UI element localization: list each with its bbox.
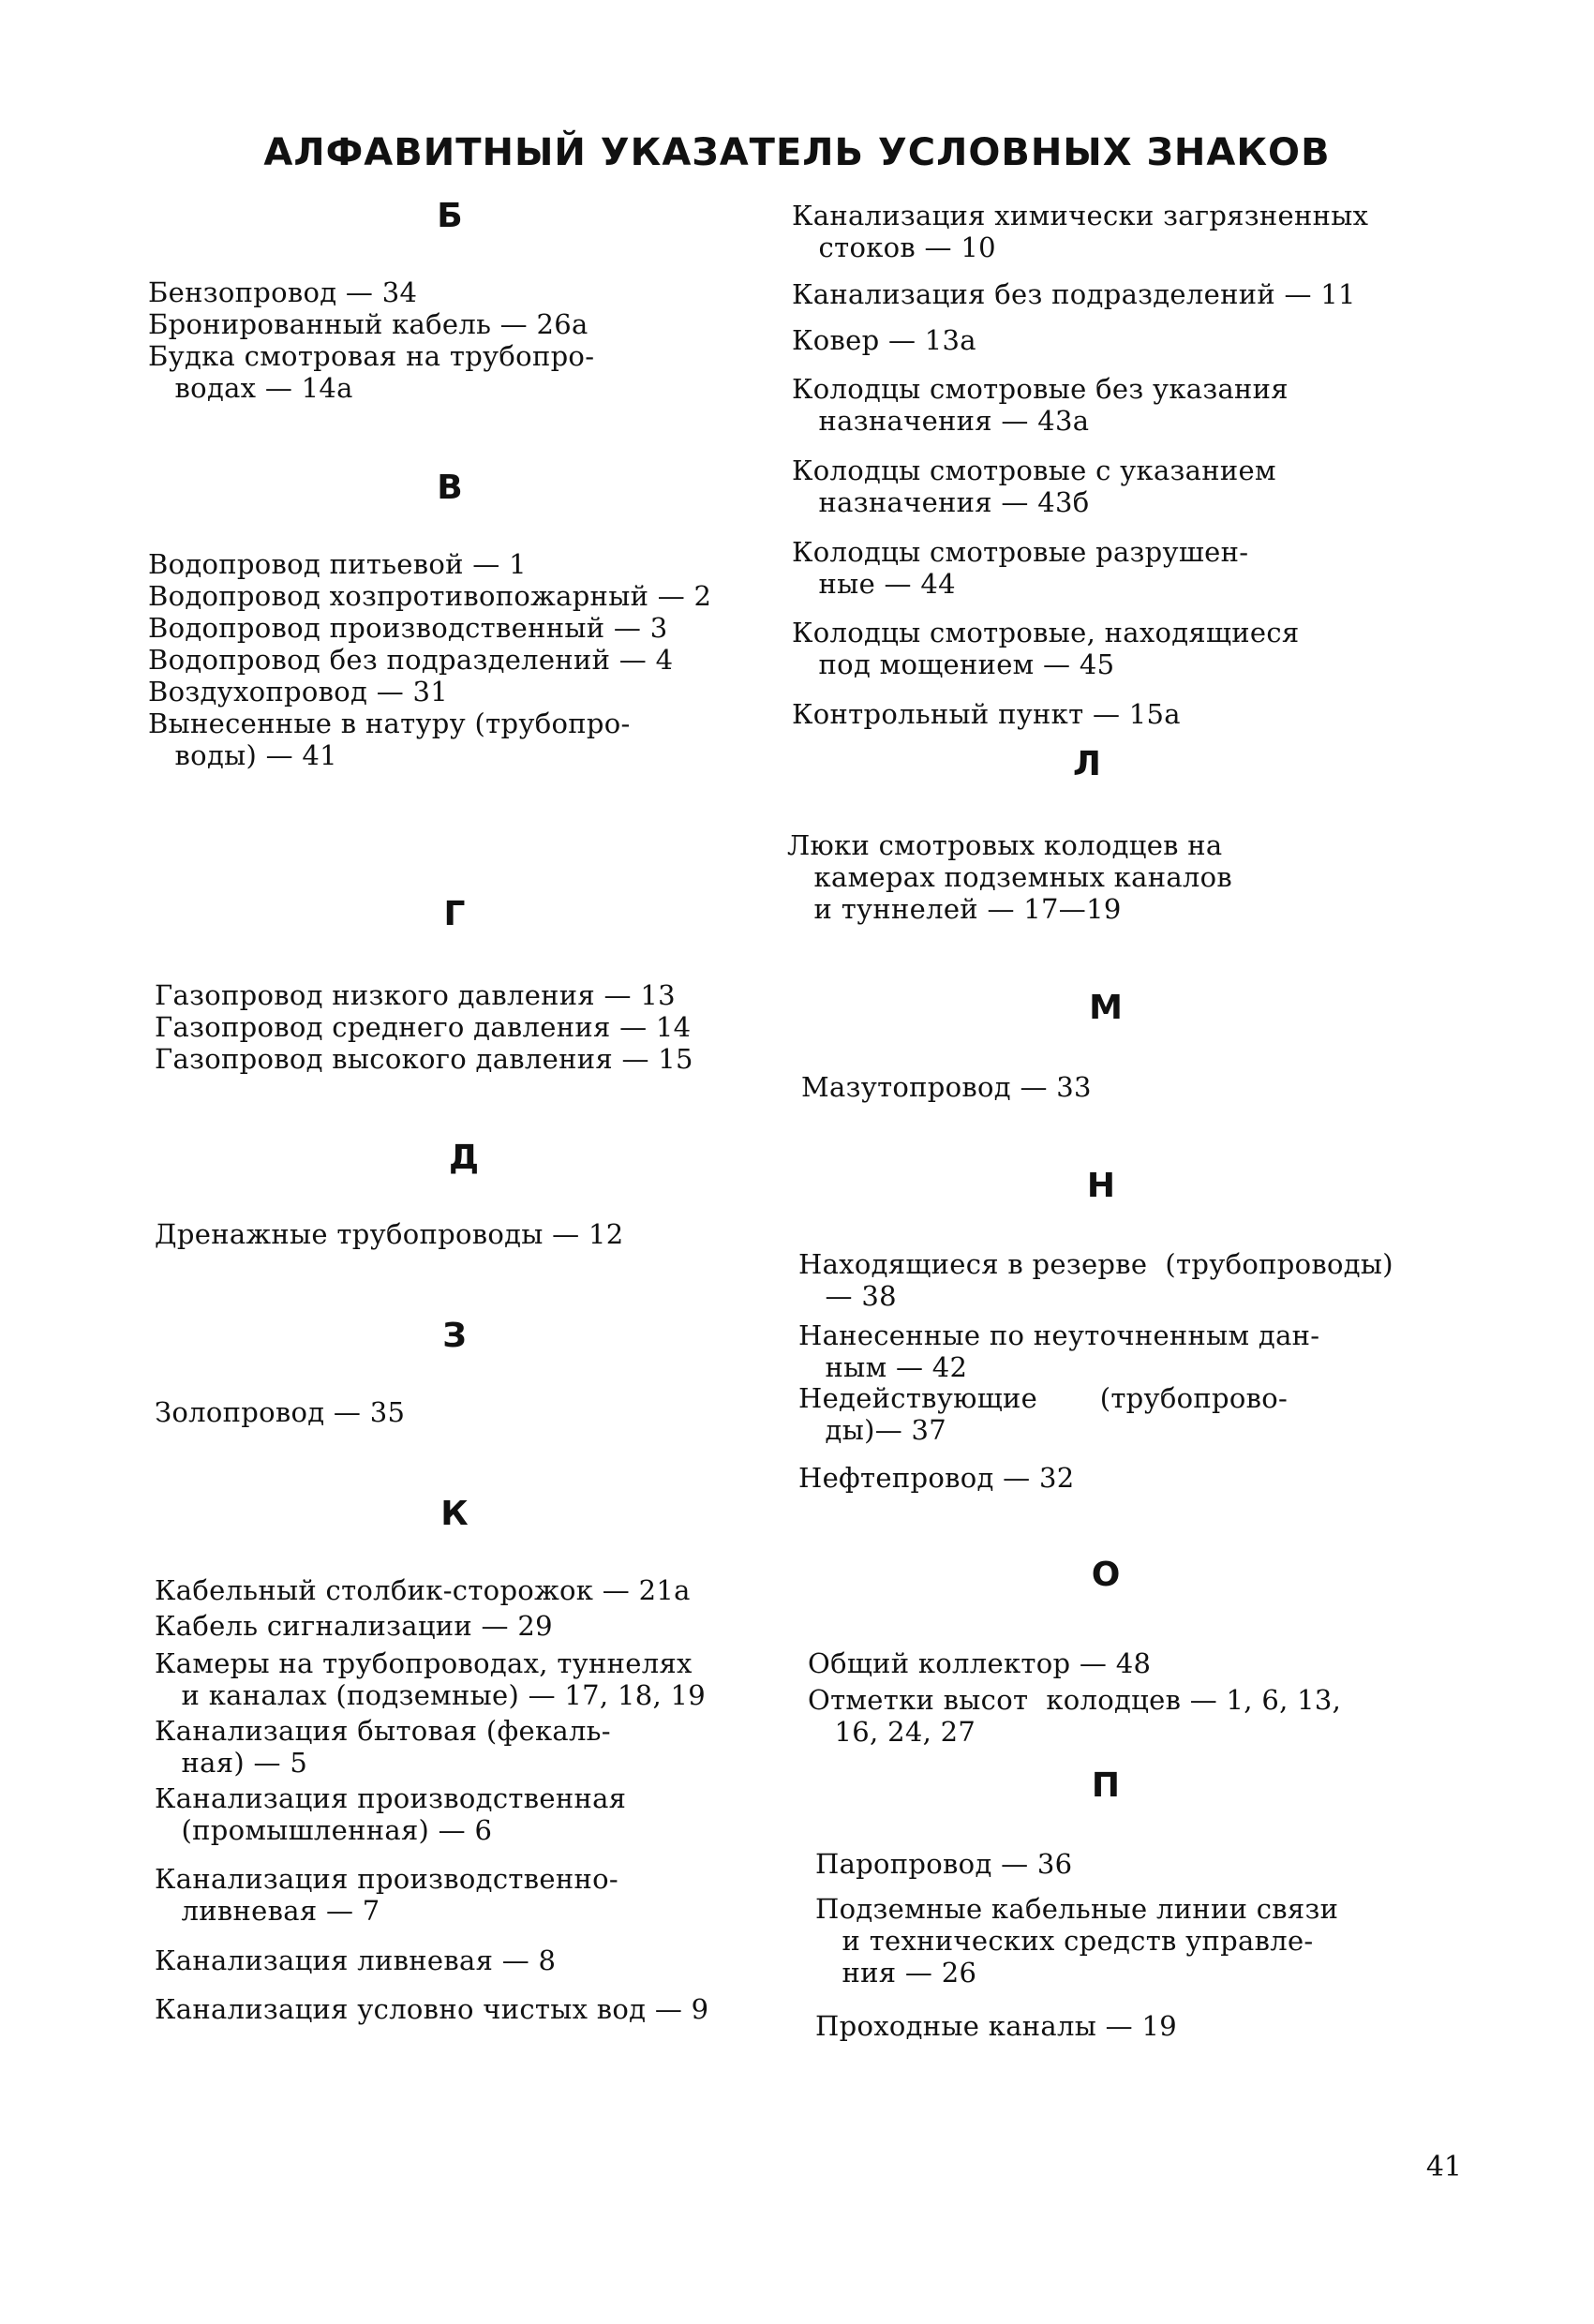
index-entry: Общий коллектор — 48 xyxy=(808,1647,1152,1679)
page-number: 41 xyxy=(1425,2151,1462,2183)
index-entry: Водопровод хозпротивопожарный — 2 xyxy=(148,580,712,612)
index-entry: Ковер — 13а xyxy=(792,324,976,356)
section-letter-v: В xyxy=(437,469,463,507)
index-entry: Нефтепровод — 32 xyxy=(798,1462,1075,1494)
index-entry: Канализация химически загрязненных стоков — 10 xyxy=(792,200,1369,263)
index-entry: Водопровод производственный — 3 xyxy=(148,612,668,644)
index-entry: Канализация производственная (промышленная) — 6 xyxy=(155,1782,627,1846)
index-entry: Дренажные трубопроводы — 12 xyxy=(155,1218,624,1250)
index-entry: Паропровод — 36 xyxy=(815,1848,1073,1880)
page-title: АЛФАВИТНЫЙ УКАЗАТЕЛЬ УСЛОВНЫХ ЗНАКОВ xyxy=(263,131,1331,174)
index-entry: Канализация бытовая (фекаль- ная) — 5 xyxy=(155,1715,611,1779)
index-entry: Кабель сигнализации — 29 xyxy=(155,1610,553,1642)
index-entry: Бензопровод — 34 xyxy=(148,276,418,308)
index-entry: Канализация производственно- ливневая — 7 xyxy=(155,1863,618,1927)
section-letter-o: О xyxy=(1091,1556,1121,1594)
index-entry: Недействующие (трубопрово- ды)— 37 xyxy=(798,1382,1289,1446)
index-entry: Колодцы смотровые разрушен- ные — 44 xyxy=(792,536,1249,600)
index-entry: Канализация без подразделений — 11 xyxy=(792,278,1356,310)
index-entry: Золопровод — 35 xyxy=(155,1396,406,1428)
section-letter-l: Л xyxy=(1073,745,1101,783)
index-entry: Мазутопровод — 33 xyxy=(801,1071,1092,1103)
section-letter-p: П xyxy=(1091,1766,1121,1805)
index-entry: Бронированный кабель — 26а xyxy=(148,308,588,340)
index-entry: Вынесенные в натуру (трубопро- воды) — 41 xyxy=(148,708,631,771)
section-letter-b: Б xyxy=(437,197,463,235)
index-entry: Газопровод низкого давления — 13 xyxy=(155,979,676,1011)
index-entry: Воздухопровод — 31 xyxy=(148,676,449,708)
index-entry: Люки смотровых колодцев на камерах подземных каналов и туннелей — 17—19 xyxy=(787,829,1233,925)
index-entry: Газопровод среднего давления — 14 xyxy=(155,1011,692,1043)
index-entry: Отметки высот колодцев — 1, 6, 13, 16, 24, 27 xyxy=(808,1684,1342,1748)
section-letter-k: К xyxy=(440,1495,469,1533)
index-entry: Контрольный пункт — 15а xyxy=(792,698,1181,730)
index-entry: Будка смотровая на трубопро- водах — 14а xyxy=(148,340,595,404)
index-entry: Канализация ливневая — 8 xyxy=(155,1944,557,1976)
index-entry: Колодцы смотровые, находящиеся под мощением — 45 xyxy=(792,617,1300,680)
section-letter-m: М xyxy=(1089,989,1123,1027)
index-entry: Колодцы смотровые без указания назначения — 43а xyxy=(792,373,1289,437)
index-entry: Проходные каналы — 19 xyxy=(815,2010,1177,2042)
index-entry: Находящиеся в резерве (трубопроводы) — 38 xyxy=(798,1248,1393,1312)
index-entry: Кабельный столбик-сторожок — 21а xyxy=(155,1574,691,1606)
section-letter-z: З xyxy=(442,1317,467,1355)
section-letter-g: Г xyxy=(443,895,466,933)
index-entry: Канализация условно чистых вод — 9 xyxy=(155,1993,709,2025)
section-letter-n: Н xyxy=(1086,1167,1116,1205)
index-entry: Колодцы смотровые с указанием назначения — 43б xyxy=(792,454,1276,518)
index-entry: Водопровод без подразделений — 4 xyxy=(148,644,674,676)
index-entry: Нанесенные по неуточненным дан- ным — 42 xyxy=(798,1319,1320,1383)
index-entry: Камеры на трубопроводах, туннелях и каналах (подземные) — 17, 18, 19 xyxy=(155,1647,707,1711)
section-letter-d: Д xyxy=(448,1139,480,1177)
index-entry: Водопровод питьевой — 1 xyxy=(148,548,527,580)
index-entry: Газопровод высокого давления — 15 xyxy=(155,1043,693,1075)
index-entry: Подземные кабельные линии связи и технических средств управле- ния — 26 xyxy=(815,1893,1339,1989)
